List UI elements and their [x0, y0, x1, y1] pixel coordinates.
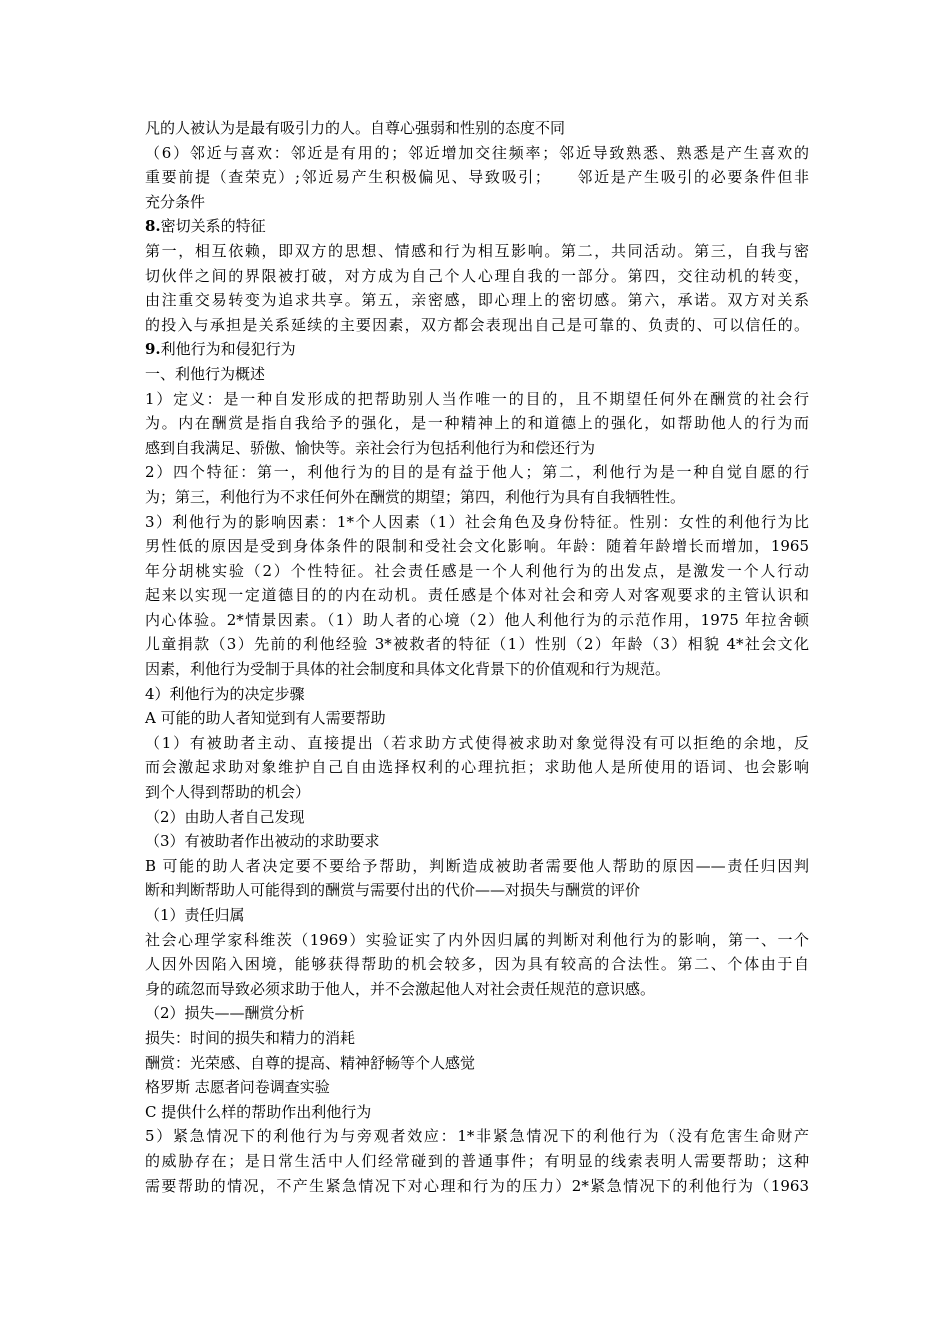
line-text: 社会心理学家科维茨（1969）实验证实了内外因归属的判断对利他行为的影响，第一、一个 — [145, 930, 809, 949]
text-line — [145, 190, 809, 215]
line-text: 第一，相互依赖，即双方的思想、情感和行为相互影响。第二，共同活动。第三，自我与密 — [145, 241, 809, 260]
section-heading — [145, 214, 809, 239]
line-text: 损失：时间的损失和精力的消耗 — [145, 1028, 356, 1047]
line-text: 5）紧急情况下的利他行为与旁观者效应：1*非紧急情况下的利他行为（没有危害生命财产 — [145, 1127, 809, 1146]
text-line — [145, 682, 809, 707]
text-line — [145, 362, 809, 387]
text-line — [145, 436, 809, 461]
line-text: 断和判断帮助人可能得到的酬赏与需要付出的代价——对损失与酬赏的评价 — [145, 881, 641, 900]
line-text: 利他行为和侵犯行为 — [160, 340, 296, 359]
text-line — [145, 460, 809, 485]
line-text: 需要帮助的情况，不产生紧急情况下对心理和行为的压力）2*紧急情况下的利他行为（1963 — [145, 1176, 809, 1195]
line-text: 1）定义：是一种自发形成的把帮助别人当作唯一的目的，且不期望任何外在酬赏的社会行 — [145, 389, 809, 408]
line-text: 人因外因陷入困境，能够获得帮助的机会较多，因为具有较高的合法性。第二、个体由于自 — [145, 955, 809, 974]
line-text: 4）利他行为的决定步骤 — [145, 684, 305, 703]
line-text: 感到自我满足、骄傲、愉快等。亲社会行为包括利他行为和偿还行为 — [145, 438, 596, 457]
text-line — [145, 706, 809, 731]
line-text: 儿童捐款（3）先前的利他经验 3*被救者的特征（1）性别（2）年龄（3）相貌 4*社会文化 — [145, 635, 809, 654]
text-line — [145, 977, 809, 1002]
text-line — [145, 313, 809, 338]
line-text: 充分条件 — [145, 192, 206, 211]
line-text: （2）由助人者自己发现 — [145, 807, 305, 826]
text-line — [145, 755, 809, 780]
text-line — [145, 854, 809, 879]
line-text: （1）责任归属 — [145, 906, 245, 924]
text-line — [145, 559, 809, 584]
text-line — [145, 657, 809, 682]
text-line — [145, 1124, 809, 1149]
line-text: 密切关系的特征 — [160, 217, 266, 236]
text-line — [145, 903, 809, 928]
line-text: 3）利他行为的影响因素：1*个人因素（1）社会角色及身份特征。性别：女性的利他行为比 — [145, 512, 809, 531]
text-line — [145, 116, 809, 141]
line-text: 为；第三，利他行为不求任何外在酬赏的期望；第四，利他行为具有自我牺牲性。 — [145, 487, 686, 506]
line-text: （3）有被助者作出被动的求助要求 — [145, 832, 380, 851]
line-text: 2）四个特征：第一，利他行为的目的是有益于他人；第二，利他行为是一种自觉自愿的行 — [145, 463, 809, 482]
text-line — [145, 485, 809, 510]
section-number: 8. — [145, 217, 161, 236]
text-line — [145, 1001, 809, 1026]
line-text: 由注重交易转变为追求共享。第五，亲密感，即心理上的密切感。第六，承诺。双方对关系 — [145, 291, 809, 310]
text-line — [145, 165, 809, 190]
text-line — [145, 411, 809, 436]
text-line — [145, 608, 809, 633]
line-text: 年分胡桃实验（2）个性特征。社会责任感是一个人利他行为的出发点，是激发一个人行动 — [145, 561, 809, 580]
text-line — [145, 632, 809, 657]
line-text: 一、利他行为概述 — [145, 364, 266, 383]
line-text: 起来以实现一定道德目的的内在动机。责任感是个体对社会和旁人对客观要求的主管认识和 — [145, 586, 809, 605]
text-line — [145, 1100, 809, 1125]
text-line — [145, 780, 809, 805]
text-line — [145, 288, 809, 313]
text-line — [145, 583, 809, 608]
line-text: 因素，利他行为受制于具体的社会制度和具体文化背景下的价值观和行为规范。 — [145, 660, 671, 679]
text-line — [145, 239, 809, 264]
text-line — [145, 141, 809, 166]
section-number: 9. — [145, 340, 161, 359]
document-page — [145, 116, 809, 1198]
line-text: 切伙伴之间的界限被打破，对方成为自己个人心理自我的一部分。第四，交往动机的转变， — [145, 266, 809, 285]
line-text: 的威胁存在；是日常生活中人们经常碰到的普通事件；有明显的线索表明人需要帮助；这种 — [145, 1151, 809, 1170]
text-line — [145, 952, 809, 977]
text-line — [145, 878, 809, 903]
text-line — [145, 1075, 809, 1100]
line-text: A 可能的助人者知觉到有人需要帮助 — [145, 709, 386, 728]
text-line — [145, 928, 809, 953]
line-text: B 可能的助人者决定要不要给予帮助，判断造成被助者需要他人帮助的原因——责任归因判 — [145, 856, 809, 875]
text-line — [145, 805, 809, 830]
text-line — [145, 387, 809, 412]
line-text: C 提供什么样的帮助作出利他行为 — [145, 1102, 372, 1121]
text-line — [145, 731, 809, 756]
text-line — [145, 534, 809, 559]
line-text: （1）有被助者主动、直接提出（若求助方式使得被求助对象觉得没有可以拒绝的余地，反 — [145, 733, 809, 752]
line-text: （2）损失——酬赏分析 — [145, 1004, 305, 1023]
line-text: 而会激起求助对象维护自己自由选择权利的心理抗拒；求助他人是所使用的语词、也会影响 — [145, 758, 809, 777]
line-text: 酬赏：光荣感、自尊的提高、精神舒畅等个人感觉 — [145, 1053, 476, 1072]
line-text: 内心体验。2*情景因素。（1）助人者的心境（2）他人利他行为的示范作用，1975 年拉舍顿 — [145, 610, 809, 629]
text-line — [145, 264, 809, 289]
text-line — [145, 829, 809, 854]
line-text: 凡的人被认为是最有吸引力的人。自尊心强弱和性别的态度不同 — [145, 119, 566, 137]
line-text: 身的疏忽而导致必须求助于他人，并不会激起他人对社会责任规范的意识感。 — [145, 979, 656, 998]
line-text: 格罗斯 志愿者问卷调查实验 — [145, 1078, 330, 1097]
line-text: （6）邻近与喜欢：邻近是有用的；邻近增加交往频率；邻近导致熟悉、熟悉是产生喜欢的 — [145, 143, 809, 162]
line-text: 男性低的原因是受到身体条件的限制和受社会文化影响。年龄：随着年龄增长而增加，1965 — [145, 537, 809, 556]
text-line — [145, 1174, 809, 1199]
text-line — [145, 1149, 809, 1174]
text-line — [145, 1051, 809, 1076]
section-heading — [145, 337, 809, 362]
line-text: 重要前提（查荣克）;邻近易产生积极偏见、导致吸引； 邻近是产生吸引的必要条件但非 — [145, 168, 809, 187]
line-text: 的投入与承担是关系延续的主要因素，双方都会表现出自己是可靠的、负责的、可以信任的。 — [145, 315, 809, 334]
text-line — [145, 1026, 809, 1051]
text-line — [145, 510, 809, 535]
line-text: 到个人得到帮助的机会） — [145, 783, 311, 802]
line-text: 为。内在酬赏是指自我给予的强化，是一种精神上的和道德上的强化，如帮助他人的行为而 — [145, 414, 809, 433]
